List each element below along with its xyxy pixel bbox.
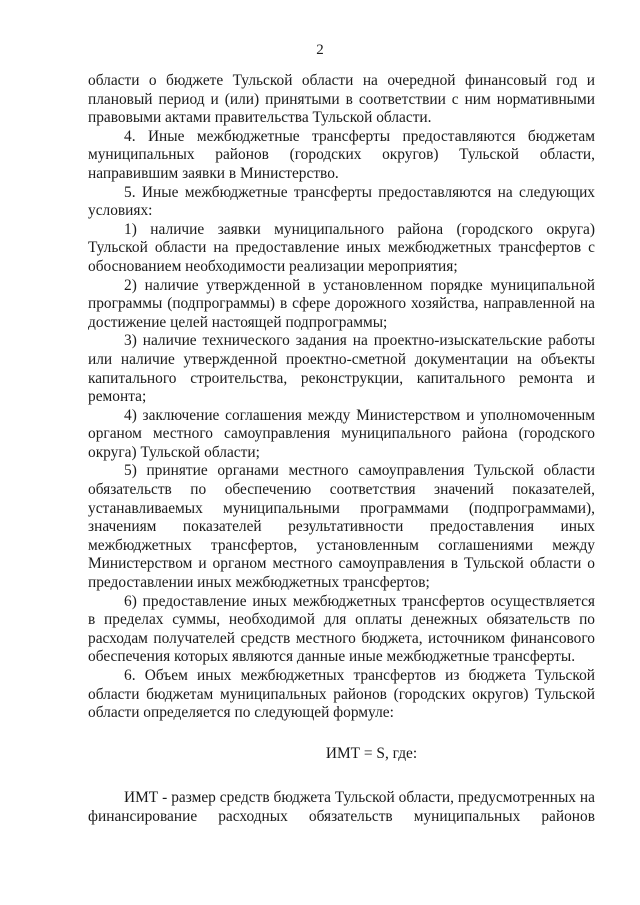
document-body [88, 72, 595, 827]
formula: ИМТ = S, где: [325, 744, 418, 762]
condition-2-municipal-program: 2) наличие утвержденной в установленном порядке муниципальной программы (подпрограммы) в сфере дорожного хозяйства, направленной на достижение целей настоящей подпрограммы; [88, 276, 595, 331]
formula-definition-imt: ИМТ - размер средств бюджета Тульской области, предусмотренных на финансирование расходных обязательств муниципальных районов [88, 789, 595, 825]
paragraph-budget-law: области о бюджете Тульской области на очередной финансовый год и плановый период и (или) принятыми в соответствии с ним нормативными правовыми актами правительства Тульской области. [88, 72, 595, 127]
condition-6-amount-limits: 6) предоставление иных межбюджетных трансфертов осуществляется в пределах суммы, необходимой для оплаты денежных обязательств по расходам получателей средств местного бюджета, источником финансового обеспечения которых являются данные иные межбюджетные трансферты. [88, 592, 595, 666]
paragraph-5-conditions: 5. Иные межбюджетные трансферты предоставляются на следующих условиях: [88, 183, 595, 220]
condition-4-agreement: 4) заключение соглашения между Министерством и уполномоченным органом местного самоуправления муниципального района (городского округа) Тульской области; [88, 406, 595, 461]
condition-1-application: 1) наличие заявки муниципального района (городского округа) Тульской области на предоставление иных межбюджетных трансфертов с обоснованием необходимости реализации мероприятия; [88, 220, 595, 275]
paragraph-6-volume-formula: 6. Объем иных межбюджетных трансфертов из бюджета Тульской области бюджетам муниципальных районов (городских округов) Тульской области определяется по следующей формуле: [88, 667, 595, 722]
condition-3-technical-task: 3) наличие технического задания на проектно-изыскательские работы или наличие утвержденной проектно-сметной документации на объекты капитального строительства, реконструкции, капитального ремонта и ремонта; [88, 332, 595, 406]
paragraph-4-transfers-recipients: 4. Иные межбюджетные трансферты предоставляются бюджетам муниципальных районов (городских округов) Тульской области, направившим заявки в Министерство. [88, 127, 595, 182]
condition-5-obligations: 5) принятие органами местного самоуправления Тульской области обязательств по обеспечению соответствия значений показателей, устанавливаемых муниципальными программами (подпрограммами), значениям показателей результативности предоставления иных межбюджетных трансфертов, установленным соглашениями между Министерством и органом местного самоуправления в Тульской области о предоставлении иных межбюджетных трансфертов; [88, 462, 595, 592]
page-number: 2 [316, 42, 324, 58]
